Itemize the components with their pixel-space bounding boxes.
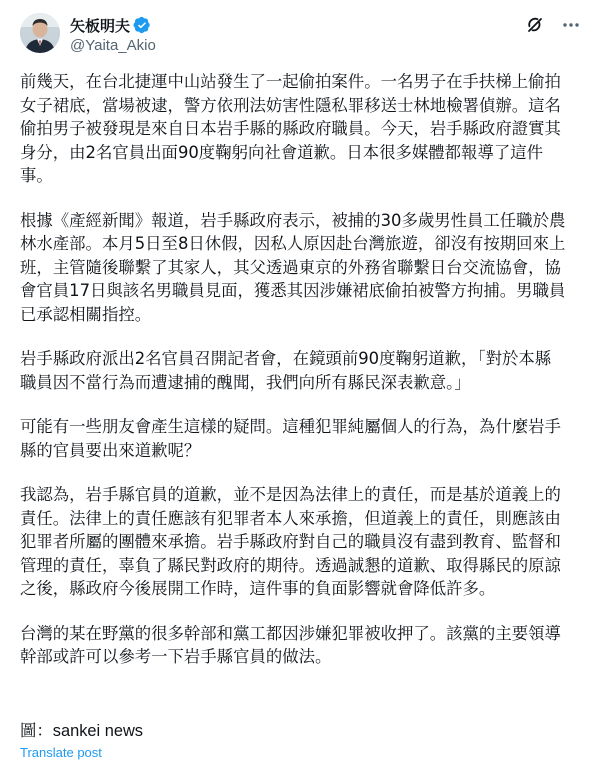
image-credit <box>20 719 143 743</box>
post-body <box>20 70 586 669</box>
image-credit-prefix: 圖： <box>20 721 53 740</box>
post-paragraph: 前幾天，在台北捷運中山站發生了一起偷拍案件。一名男子在手扶梯上偷拍 女子裙底，當場被逮，警方依刑法妨害性隱私罪移送士林地檢署偵辦。這名 偷拍男子被發現是來自日本岩手縣的縣政府職員。今天，岩手縣政府證實其 身分，由2名官員出面90度鞠躬向社會道歉。日本很多媒體都報導了這件 事。 <box>20 72 561 185</box>
author-info <box>70 15 156 56</box>
post-paragraph: 台灣的某在野黨的很多幹部和黨工都因涉嫌犯罪被收押了。該黨的主要領導 幹部或許可以參考一下岩手縣官員的做法。 <box>20 623 561 666</box>
author-handle[interactable]: @Yaita_Akio <box>70 37 156 54</box>
verified-badge-icon[interactable] <box>133 16 151 34</box>
grok-icon[interactable] <box>525 15 545 35</box>
post-paragraph: 可能有一些朋友會產生這樣的疑問。這種犯罪純屬個人的行為，為什麼岩手 縣的官員要出來道歉呢？ <box>20 417 561 460</box>
more-options-icon[interactable] <box>561 15 581 35</box>
image-credit-source: sankei news <box>52 722 143 740</box>
post-header <box>20 8 581 58</box>
avatar-image <box>20 13 60 53</box>
post-paragraph: 岩手縣政府派出2名官員召開記者會，在鏡頭前90度鞠躬道歉，「對於本縣 職員因不當行為而遭逮捕的醜聞，我們向所有縣民深表歉意。」 <box>20 349 552 392</box>
post-actions <box>525 15 581 35</box>
author-display-name[interactable]: 矢板明夫 <box>70 16 131 35</box>
translate-post-link[interactable]: Translate post <box>20 745 102 760</box>
post-paragraph: 根據《產經新聞》報道，岩手縣政府表示，被捕的30多歲男性員工任職於農 林水產部。本月5日至8日休假，因私人原因赴台灣旅遊，卻沒有按期回來上 班，主管隨後聯繫了其家人，其父透過東京的外務省聯繫日台交流協會，協 會官員17日與該名男職員見面，獲悉其因涉嫌裙底偷拍被警方拘捕。男職員 已承認相關指控。 <box>20 210 566 324</box>
post-paragraph: 我認為，岩手縣官員的道歉，並不是因為法律上的責任，而是基於道義上的 責任。法律上的責任應該有犯罪者本人來承擔，但道義上的責任，則應該由 犯罪者所屬的團體來承擔。岩手縣政府對自己的職員沒有盡到教育、監督和 管理的責任，辜負了縣民對政府的期待。透過誠懇的道歉、取得縣民的原諒 之後，縣政府今後展開工作時，這件事的負面影響就會降低許多。 <box>20 485 561 598</box>
avatar[interactable] <box>20 13 60 53</box>
author-name-row <box>70 15 156 35</box>
